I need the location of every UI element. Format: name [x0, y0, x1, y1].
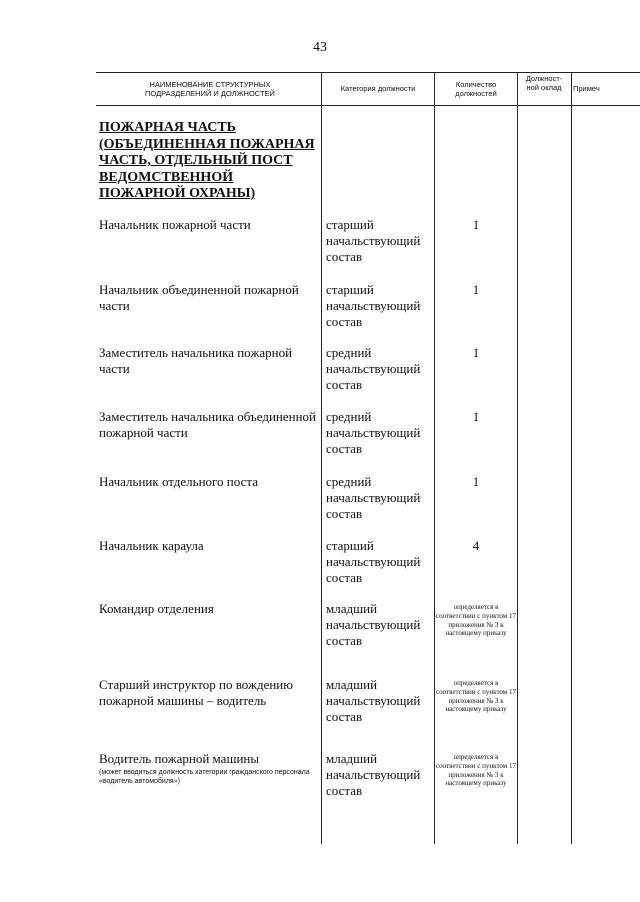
position-count: 1	[472, 282, 480, 297]
header-count: Количество должностей	[455, 80, 497, 98]
position-category: младший начальствующий состав	[326, 601, 421, 648]
position-footnote: (может вводиться должность категории гражданского персонала «водитель автомобиля»)	[99, 769, 310, 785]
position-count: 1	[472, 409, 480, 424]
position-category: средний начальствующий состав	[326, 409, 421, 456]
position-category: старший начальствующий состав	[326, 538, 421, 585]
position-category: средний начальствующий состав	[326, 345, 421, 392]
position-category: младший начальствующий состав	[326, 751, 421, 798]
column-divider-2	[434, 72, 435, 844]
position-category: старший начальствующий состав	[326, 282, 421, 329]
table-header-bottom-border	[96, 105, 640, 106]
position-count-note: определяется в соответствии с пунктом 17 приложения № 3 к настоящему приказу	[436, 603, 516, 638]
column-divider-1	[321, 72, 322, 844]
position-name: Старший инструктор по вождению пожарной машины – водитель	[99, 677, 293, 708]
position-count-note: определяется в соответствии с пунктом 17 приложения № 3 к настоящему приказу	[436, 753, 516, 788]
position-name: Водитель пожарной машины	[99, 751, 260, 766]
column-divider-4	[571, 72, 572, 844]
position-name: Заместитель начальника объединенной пожарной части	[99, 409, 317, 440]
position-category: средний начальствующий состав	[326, 474, 421, 521]
position-name: Начальник караула	[99, 538, 204, 553]
position-category: старший начальствующий состав	[326, 217, 421, 264]
position-name: Командир отделения	[99, 601, 214, 616]
position-count: 1	[472, 345, 480, 360]
position-entry	[99, 751, 319, 786]
position-name: Начальник пожарной части	[99, 217, 251, 232]
header-name: НАИМЕНОВАНИЕ СТРУКТУРНЫХ ПОДРАЗДЕЛЕНИЙ И ДОЛЖНОСТЕЙ	[145, 80, 275, 98]
header-salary: Должност-ной оклад	[525, 74, 563, 92]
position-count: 1	[472, 474, 480, 489]
position-count: 1	[472, 217, 480, 232]
position-category: младший начальствующий состав	[326, 677, 421, 724]
header-category: Категория должности	[340, 84, 416, 93]
table-top-border	[96, 72, 640, 73]
position-name: Начальник объединенной пожарной части	[99, 282, 299, 313]
position-count-note: определяется в соответствии с пунктом 17 приложения № 3 к настоящему приказу	[436, 679, 516, 714]
section-title: ПОЖАРНАЯ ЧАСТЬ (ОБЪЕДИНЕННАЯ ПОЖАРНАЯ ЧАСТЬ, ОТДЕЛЬНЫЙ ПОСТ ВЕДОМСТВЕННОЙ ПОЖАРНОЙ ОХРАНЫ)	[99, 120, 315, 201]
position-count: 4	[472, 538, 480, 553]
position-name: Заместитель начальника пожарной части	[99, 345, 293, 376]
position-name: Начальник отдельного поста	[99, 474, 258, 489]
column-divider-3	[517, 72, 518, 844]
page-number: 43	[313, 40, 327, 55]
header-note: Примеч	[573, 84, 600, 93]
